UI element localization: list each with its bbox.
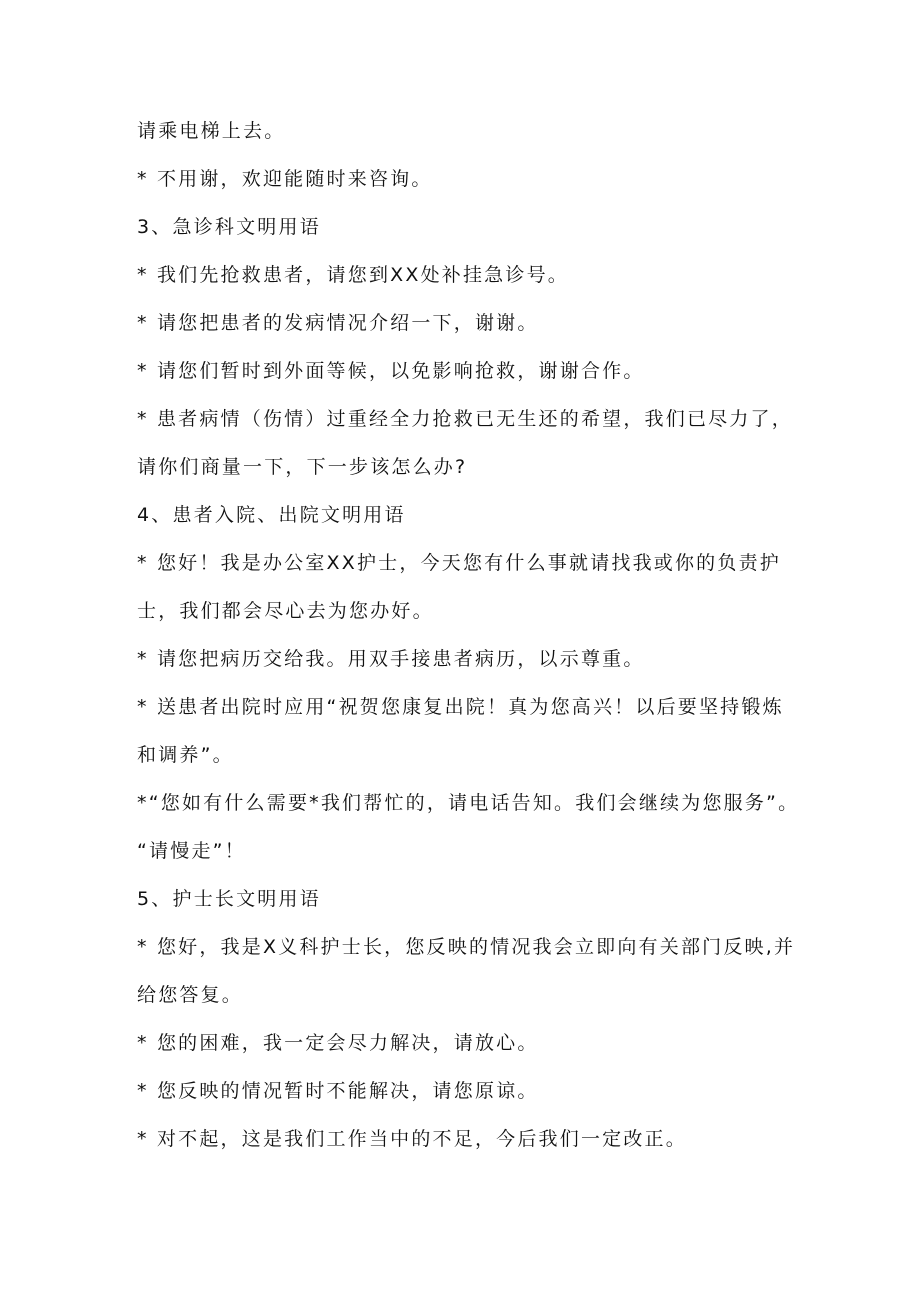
text-line: * 请您们暂时到外面等候，以免影响抢救，谢谢合作。 bbox=[137, 360, 645, 382]
text-line: * 不用谢，欢迎能随时来咨询。 bbox=[137, 168, 433, 190]
text-line: 请你们商量一下，下一步该怎么办? bbox=[137, 456, 468, 478]
text-line: * 我们先抢救患者，请您到XX处补挂急诊号。 bbox=[137, 264, 569, 286]
text-line: 给您答复。 bbox=[137, 984, 244, 1006]
text-line: * 您好，我是X义科护士长，您反映的情况我会立即向有关部门反映,并 bbox=[137, 936, 796, 958]
section-heading: 4、患者入院、出院文明用语 bbox=[137, 504, 406, 526]
text-line: 请乘电梯上去。 bbox=[137, 120, 286, 142]
text-line: * 您反映的情况暂时不能解决，请您原谅。 bbox=[137, 1080, 539, 1102]
text-line: * 您的困难，我一定会尽力解决，请放心。 bbox=[137, 1032, 539, 1054]
text-line: * 送患者出院时应用“祝贺您康复出院！真为您高兴！以后要坚持锻炼 bbox=[137, 696, 784, 718]
text-line: “请慢走”！ bbox=[137, 840, 246, 862]
text-line: * 对不起，这是我们工作当中的不足，今后我们一定改正。 bbox=[137, 1128, 687, 1150]
text-line: *“您如有什么需要*我们帮忙的，请电话告知。我们会继续为您服务”。 bbox=[137, 792, 800, 814]
text-line: 和调养”。 bbox=[137, 744, 234, 766]
text-line: * 请您把病历交给我。用双手接患者病历，以示尊重。 bbox=[137, 648, 645, 670]
text-line: * 患者病情（伤情）过重经全力抢救已无生还的希望，我们已尽力了， bbox=[137, 408, 793, 430]
text-line: 士，我们都会尽心去为您办好。 bbox=[137, 600, 434, 622]
section-heading: 3、急诊科文明用语 bbox=[137, 216, 321, 238]
section-heading: 5、护士长文明用语 bbox=[137, 888, 321, 910]
text-line: * 请您把患者的发病情况介绍一下，谢谢。 bbox=[137, 312, 539, 334]
text-line: * 您好！我是办公室XX护士，今天您有什么事就请找我或你的负责护 bbox=[137, 552, 781, 574]
